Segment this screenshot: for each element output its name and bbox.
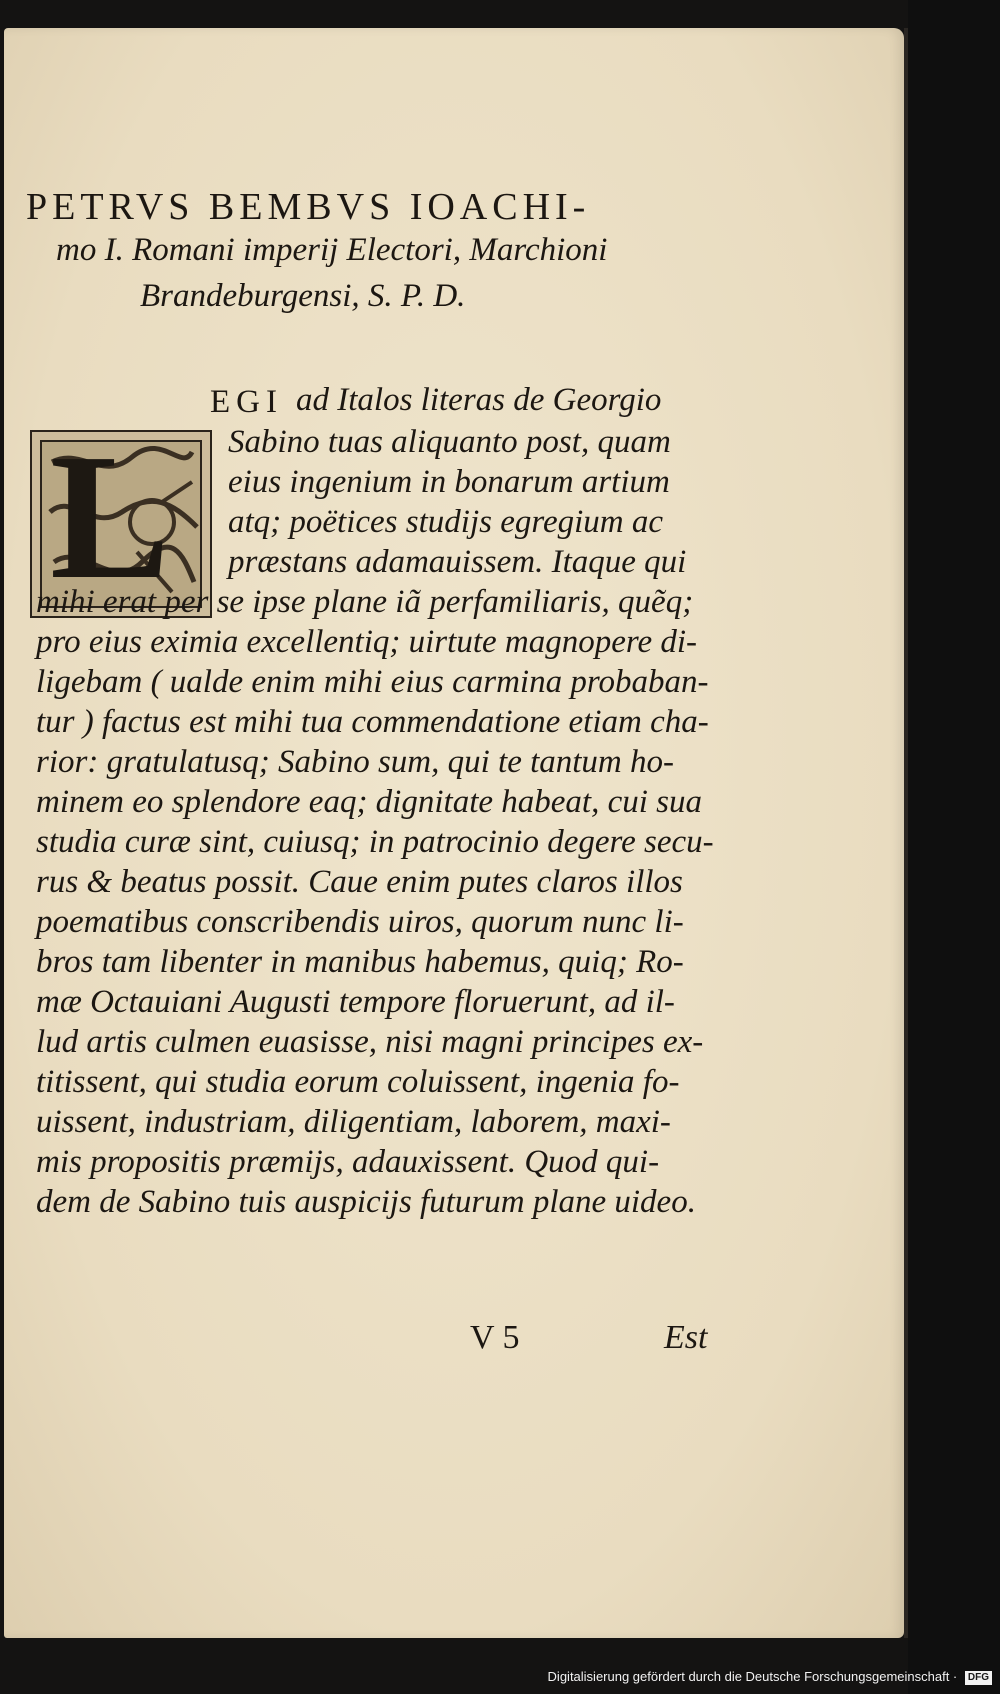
initial-letter: L — [50, 440, 171, 608]
body-line: rus & beatus possit. Caue enim putes claros illos — [36, 864, 683, 900]
digitization-credit — [548, 1666, 992, 1688]
body-line: ad Italos literas de Georgio — [296, 382, 662, 418]
scan-margin — [908, 0, 1000, 1694]
body-line: bros tam libenter in manibus habemus, quiq; Ro- — [36, 944, 684, 980]
credit-text: Digitalisierung gefördert durch die Deutsche Forschungsgemeinschaft · — [547, 1669, 958, 1684]
heading-line-2: mo I. Romani imperij Electori, Marchioni — [56, 232, 608, 268]
body-line: dem de Sabino tuis auspicijs futurum plane uideo. — [36, 1184, 696, 1220]
body-line: uissent, industriam, diligentiam, laborem, maxi- — [36, 1104, 671, 1140]
catchword: Est — [664, 1319, 708, 1356]
body-line: eius ingenium in bonarum artium — [228, 464, 670, 500]
signature-mark: V 5 — [470, 1319, 520, 1356]
body-line: ligebam ( ualde enim mihi eius carmina probaban- — [36, 664, 709, 700]
opening-word: EGI — [210, 384, 283, 420]
body-line: lud artis culmen euasisse, nisi magni principes ex- — [36, 1024, 704, 1060]
heading-line-3: Brandeburgensi, S. P. D. — [140, 278, 466, 314]
body-line: mæ Octauiani Augusti tempore floruerunt, ad il- — [36, 984, 675, 1020]
body-line: poematibus conscribendis uiros, quorum nunc li- — [36, 904, 684, 940]
body-line: tur ) factus est mihi tua commendatione etiam cha- — [36, 704, 709, 740]
dfg-logo: DFG — [965, 1671, 992, 1685]
body-line: studia curæ sint, cuiusq; in patrocinio degere secu- — [36, 824, 714, 860]
body-line: mihi erat per se ipse plane iã perfamiliaris, quẽq; — [36, 584, 694, 620]
body-line: pro eius eximia excellentiq; uirtute magnopere di- — [36, 624, 698, 660]
body-line: Sabino tuas aliquanto post, quam — [228, 424, 671, 460]
body-line: minem eo splendore eaq; dignitate habeat, cui sua — [36, 784, 702, 820]
body-line: rior: gratulatusq; Sabino sum, qui te tantum ho- — [36, 744, 675, 780]
body-line: atq; poëtices studijs egregium ac — [228, 504, 664, 540]
heading-line-1: PETRVS BEMBVS IOACHI- — [26, 186, 591, 228]
body-line: præstans adamauissem. Itaque qui — [228, 544, 687, 580]
body-line: titissent, qui studia eorum coluissent, ingenia fo- — [36, 1064, 680, 1100]
body-line: mis propositis præmijs, adauxissent. Quod qui- — [36, 1144, 660, 1180]
